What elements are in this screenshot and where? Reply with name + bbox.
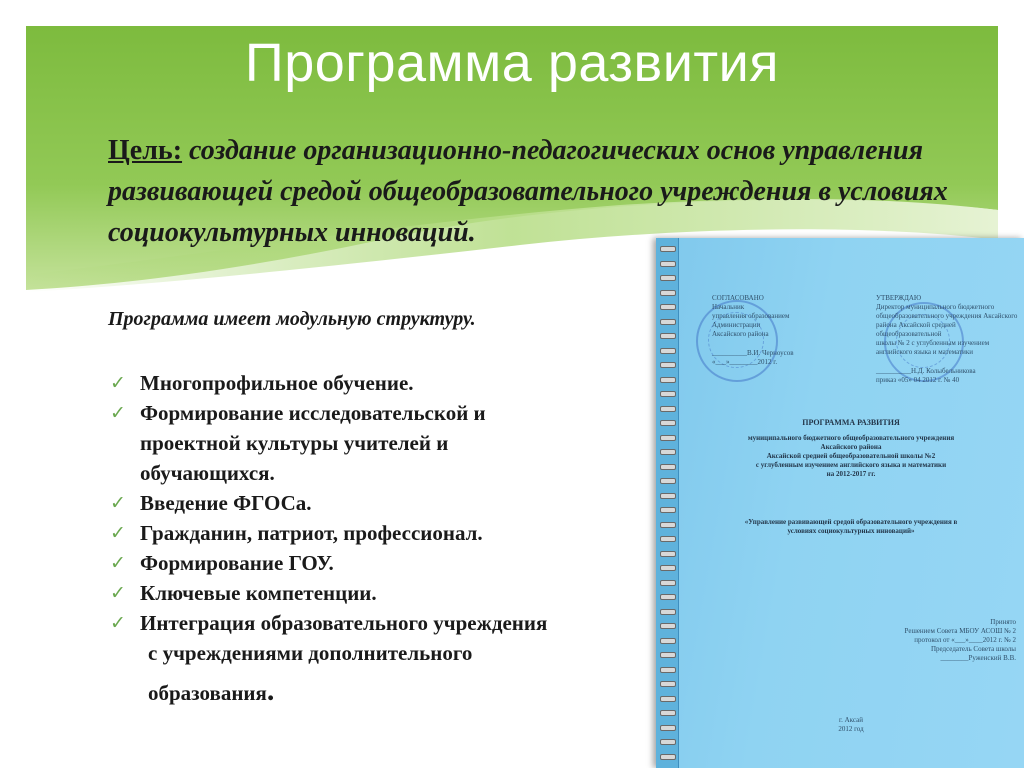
goal-label: Цель: [108,135,183,166]
list-item-text-continued: обучающихся. [140,461,275,485]
doc-organization [678,434,1024,479]
binding-ring [660,623,676,629]
binding-ring [660,725,676,731]
binding-ring [660,667,676,673]
list-item [108,488,648,518]
binding-ring [660,696,676,702]
program-document-photo [656,238,1024,768]
binding-ring [660,362,676,368]
doc-line: УТВЕРЖДАЮ [876,294,922,302]
binding-ring [660,739,676,745]
doc-line: «Управление развивающей средой образовательного учреждения в [744,518,958,526]
doc-line: Аксайской средней общеобразовательной школы №2 [766,452,936,460]
binding-ring [660,391,676,397]
binding-ring [660,464,676,470]
binding-ring [660,246,676,252]
binding-ring [660,304,676,310]
list-item [108,608,648,708]
binding-ring [660,507,676,513]
goal-text: создание организационно-педагогических основ управления развивающей средой общеобразовательного учреждения в условиях социокультурных инноваций. [108,135,948,248]
doc-line: условиях социокультурных инноваций» [787,527,915,535]
doc-line: с углубленным изучением английского языка и математики [755,461,947,469]
binding-ring [660,522,676,528]
binding-ring [660,377,676,383]
binding-ring [660,652,676,658]
binding-ring [660,565,676,571]
binding-ring [660,551,676,557]
check-icon: ✓ [110,582,126,604]
list-item-text: Формирование исследовательской и [140,401,486,425]
binding-ring [660,638,676,644]
binding-ring [660,710,676,716]
check-icon: ✓ [110,372,126,394]
doc-line: на 2012-2017 гг. [826,470,876,478]
binding-ring [660,333,676,339]
list-item-text: Формирование ГОУ. [140,551,334,575]
doc-line: Начальник [712,303,745,311]
list-item [108,578,648,608]
bullet-list [108,368,648,708]
doc-line: Директор муниципального бюджетного [876,303,995,311]
page-title: Программа развития [244,33,780,93]
list-item-text-continued: с учреждениями дополнительного [148,641,473,665]
list-item [108,368,648,398]
binding-ring [660,406,676,412]
binding-ring [660,594,676,600]
doc-line: Председатель Совета школы [930,645,1016,653]
doc-theme [678,518,1024,536]
list-item-text-continued [148,676,648,708]
binding-ring [660,493,676,499]
doc-line: района Аксайской средней общеобразовательной [876,321,956,338]
binding-ring [660,420,676,426]
binding-ring [660,580,676,586]
doc-line: __________В.И. Черноусов [712,349,794,357]
approval-right-block [876,294,1022,385]
check-icon: ✓ [110,402,126,424]
goal-statement [108,130,988,253]
doc-line: английского языка и математики [876,348,974,356]
list-item-text: Гражданин, патриот, профессионал. [140,521,483,545]
doc-accepted-block [856,618,1016,663]
binding-ring [660,609,676,615]
binding-spine [656,238,679,768]
binding-ring [660,290,676,296]
doc-line: Аксайского района [820,443,882,451]
list-item-text: Введение ФГОСа. [140,491,312,515]
doc-title: ПРОГРАММА РАЗВИТИЯ [802,418,900,427]
list-item-text: Ключевые компетенции. [140,581,377,605]
list-item [108,518,648,548]
doc-line: Администрации [712,321,761,329]
doc-line: общеобразовательного учреждения Аксайского [876,312,1018,320]
binding-ring [660,754,676,760]
list-item-text-continued: проектной культуры учителей и [140,431,449,455]
list-item-text: Многопрофильное обучение. [140,371,414,395]
structure-note: Программа имеет модульную структуру. [108,308,476,330]
doc-line: __________Н.Д. Колыбельникова [876,367,976,375]
doc-line: Принято [990,618,1016,626]
check-icon: ✓ [110,552,126,574]
doc-line: Аксайского района [712,330,769,338]
list-item [108,548,648,578]
doc-line: ________Руженский В.В. [940,654,1016,662]
list-item-text: Интеграция образовательного учреждения [140,611,548,635]
binding-ring [660,435,676,441]
doc-line: управления образованием [712,312,790,320]
doc-line: приказ «05» 04 2012 г. № 40 [876,376,960,384]
binding-ring [660,536,676,542]
check-icon: ✓ [110,612,126,634]
approval-left-block [712,294,862,367]
check-icon: ✓ [110,492,126,514]
list-item-text-end: образования [148,681,267,705]
binding-ring [660,449,676,455]
check-icon: ✓ [110,522,126,544]
binding-ring [660,261,676,267]
doc-line: «___»________2012 г. [712,358,778,366]
binding-ring [660,348,676,354]
doc-line: школы № 2 с углубленным изучением [876,339,990,347]
doc-line: муниципального бюджетного общеобразовательного учреждения [747,434,955,442]
list-item [108,398,648,488]
doc-line: СОГЛАСОВАНО [712,294,764,302]
binding-ring [660,275,676,281]
doc-year: 2012 год [838,725,864,733]
list-item-period: . [266,674,275,707]
binding-ring [660,319,676,325]
binding-ring [660,478,676,484]
binding-ring [660,681,676,687]
doc-footer [678,716,1024,734]
doc-line: Решением Совета МБОУ АСОШ № 2 [904,627,1016,635]
doc-line: протокол от «___»____2012 г. № 2 [914,636,1016,644]
doc-city: г. Аксай [839,716,863,724]
